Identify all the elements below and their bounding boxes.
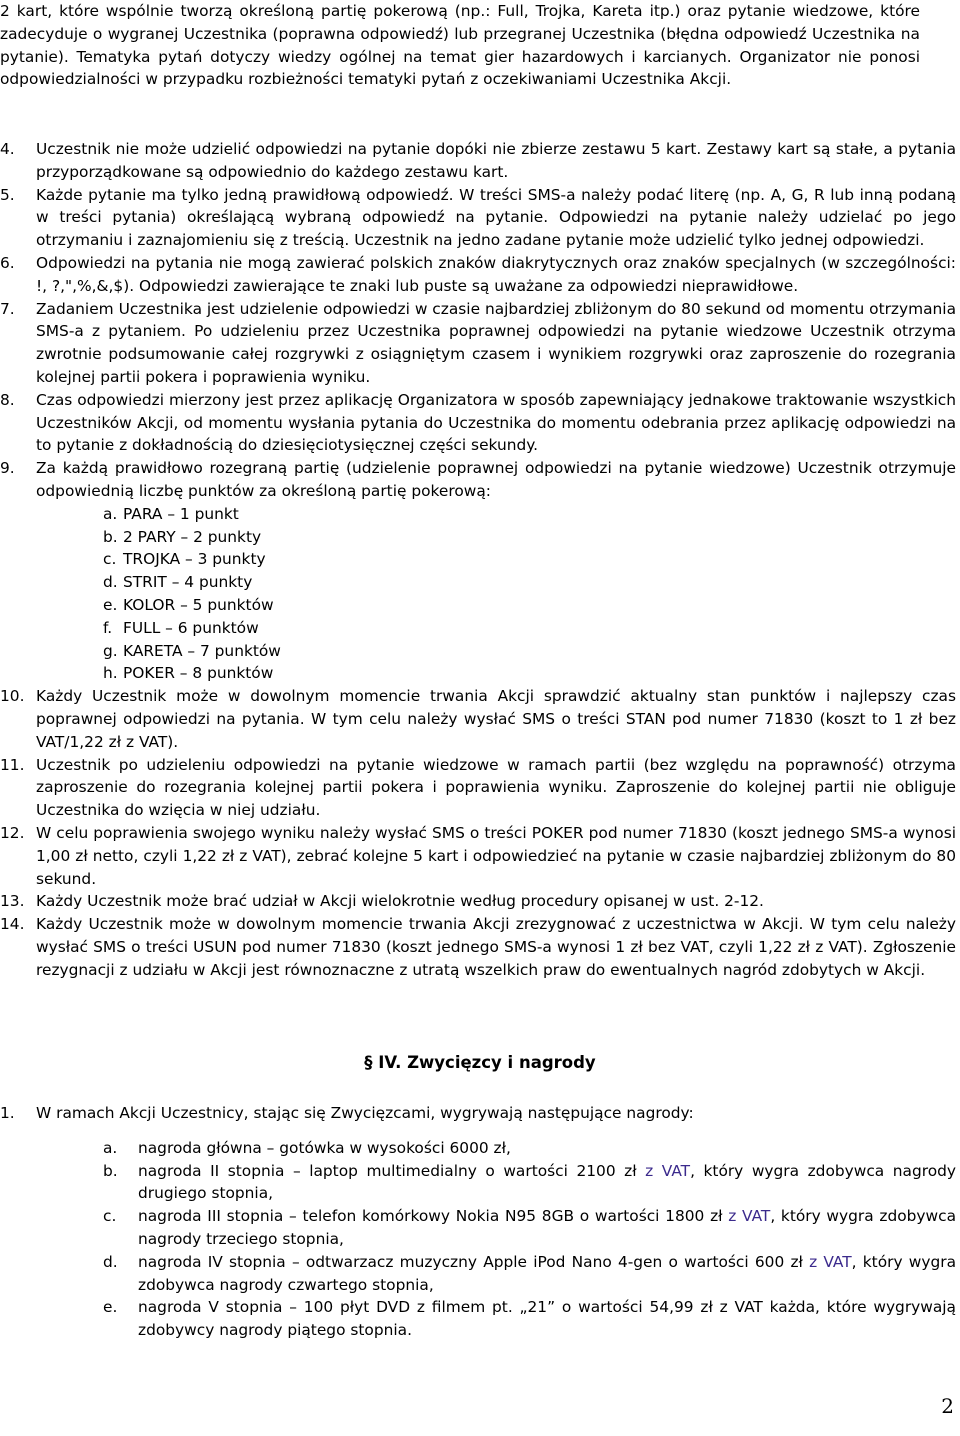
item-letter: g. xyxy=(103,641,118,660)
item-letter: e. xyxy=(103,595,118,614)
item-text: W ramach Akcji Uczestnicy, stając się Zwycięzcami, wygrywają następujące nagrody: xyxy=(36,1104,694,1122)
item-text: FULL – 6 punktów xyxy=(123,618,259,637)
item-letter: b. xyxy=(103,527,118,546)
item-text-before: nagroda IV stopnia – odtwarzacz muzyczny Apple iPod Nano 4-gen o wartości 600 zł xyxy=(138,1252,810,1271)
item-text: Każdy Uczestnik może w dowolnym momencie trwania Akcji zrezygnować z uczestnictwa w Akcji. W tym celu należy wysłać SMS o treści USUN pod numer 71830 (koszt jednego SMS-a wynosi 1 zł bez VAT, czyli 1,22 zł z VAT). Zgłoszenie rezygnacji z udziału w Akcji jest równoznaczne z utratą wszelkich praw do ewentualnych nagród zdobytych w Akcji. xyxy=(36,915,956,979)
item-number: 8. xyxy=(0,390,15,409)
item-text: STRIT – 4 punkty xyxy=(123,573,253,592)
item-number: 6. xyxy=(0,253,15,272)
item-letter: c. xyxy=(103,1207,117,1226)
list-item xyxy=(0,184,956,252)
list-item xyxy=(0,1102,956,1125)
intro-paragraph: 2 kart, które wspólnie tworzą określoną partię pokerową (np.: Full, Trojka, Kareta itp.) oraz pytanie wiedzowe, które zadecyduje o wygranej Uczestnika (poprawna odpowiedź) lub przegranej Uczestnika (błędna odpowiedź Uczestnika na pytanie). Tematyka pytań dotyczy wiedzy ogólnej na temat gier hazardowych i karcianych. Organizator nie ponosi odpowiedzialności w przypadku rozbieżności tematyki pytań z oczekiwaniami Uczestnika Akcji. xyxy=(0,2,920,89)
item-text-after: , który wygra zdobywca nagrody czwartego stopnia, xyxy=(138,1252,956,1294)
item-text: Każdy Uczestnik może brać udział w Akcji wielokrotnie według procedury opisanej w ust. 2-12. xyxy=(36,892,764,911)
item-text: Odpowiedzi na pytania nie mogą zawierać polskich znaków diakrytycznych oraz znaków specjalnych (w szczególności: !, ?,",%,&,$). Odpowiedzi zawierające te znaki lub puste są uważane za odpowiedzi nieprawidłowe. xyxy=(36,253,956,295)
item-letter: a. xyxy=(103,504,118,523)
item-letter: f. xyxy=(103,618,113,637)
points-item xyxy=(103,640,956,663)
list-item xyxy=(0,890,956,913)
item-text-after: , który wygra zdobywca nagrody drugiego stopnia, xyxy=(138,1161,957,1203)
points-item xyxy=(103,503,956,526)
item-text: Każde pytanie ma tylko jedną prawidłową odpowiedź. W treści SMS-a należy podać literę (np. A, G, R lub inną podaną w treści pytania) określającą wybraną odpowiedź na pytanie. Odpowiedzi na pytanie należy udzielać po jego otrzymaniu i zaznajomieniu się z treścią. Uczestnik na jedno zadane pytanie może udzielić tylko jednej odpowiedzi. xyxy=(36,185,956,250)
item-text: Uczestnik nie może udzielić odpowiedzi na pytanie dopóki nie zbierze zestawu 5 kart. Zestawy kart są stałe, a pytania przyporządkowane są odpowiednio do każdego zestawu kart. xyxy=(36,140,956,181)
list-item xyxy=(0,252,956,298)
item-letter: e. xyxy=(103,1298,118,1317)
item-text: TROJKA – 3 punkty xyxy=(123,550,266,569)
item-number: 14. xyxy=(0,915,25,934)
vat-text: z VAT xyxy=(728,1207,771,1226)
item-text: POKER – 8 punktów xyxy=(123,664,274,683)
points-item xyxy=(103,594,956,617)
item-text-before: nagroda II stopnia – laptop multimedialny o wartości 2100 zł xyxy=(138,1161,646,1180)
item-number: 9. xyxy=(0,459,15,478)
item-number: 13. xyxy=(0,892,25,911)
list-item xyxy=(0,754,956,822)
list-item xyxy=(0,138,956,184)
item-letter: a. xyxy=(103,1138,118,1157)
item-number: 5. xyxy=(0,185,15,204)
item-text: 2 PARY – 2 punkty xyxy=(123,527,262,546)
item-text: Uczestnik po udzieleniu odpowiedzi na pytanie wiedzowe w ramach partii (bez względu na poprawność) otrzyma zaproszenie do rozegrania kolejnej partii pokera i poprawienia wyniku. Zaproszenie do kolejnej partii nie obliguje Uczestnika do wzięcia w niej udziału. xyxy=(36,755,956,820)
vat-text: z VAT xyxy=(809,1252,852,1271)
item-text: Zadaniem Uczestnika jest udzielenie odpowiedzi w czasie najbardziej zbliżonym do 80 sekund od momentu otrzymania SMS-a z pytaniem. Po udzieleniu przez Uczestnika poprawnej odpowiedzi na pytanie wiedzowe Uczestnik otrzyma zwrotnie podsumowanie całej rozgrywki z osiągniętym czasem i wynikiem rozgrywki oraz zaproszenie do rozegrania kolejnej partii pokera i poprawienia wyniku. xyxy=(36,299,956,386)
list-item xyxy=(0,913,956,981)
list-item xyxy=(0,457,956,503)
prize-item xyxy=(103,1137,956,1160)
item-text: nagroda V stopnia – 100 płyt DVD z filmem pt. „21” o wartości 54,99 zł z VAT każda, które wygrywają zdobywcy nagrody piątego stopnia. xyxy=(138,1298,956,1340)
item-text: PARA – 1 punkt xyxy=(123,504,239,523)
points-item xyxy=(103,548,956,571)
list-item xyxy=(0,298,956,389)
item-text: W celu poprawienia swojego wyniku należy wysłać SMS o treści POKER pod numer 71830 (koszt jednego SMS-a wynosi 1,00 zł netto, czyli 1,22 zł z VAT), zebrać kolejne 5 kart i odpowiedzieć na pytanie w czasie najbardziej zbliżonym do 80 sekund. xyxy=(36,823,956,888)
points-list xyxy=(36,503,956,685)
prize-item xyxy=(103,1205,957,1251)
item-letter: c. xyxy=(103,550,117,569)
points-item xyxy=(103,662,956,685)
item-text: Czas odpowiedzi mierzony jest przez aplikację Organizatora w sposób zapewniający jednakowe traktowanie wszystkich Uczestników Akcji, od momentu wysłania pytania do Uczestnika do momentu odebrania przez aplikację odpowiedzi na to pytanie z dokładnością do dziesięciotysięcznej części sekundy. xyxy=(36,390,956,455)
item-text: nagroda główna – gotówka w wysokości 6000 zł, xyxy=(138,1138,511,1157)
item-letter: b. xyxy=(103,1161,118,1180)
item-number: 10. xyxy=(0,687,25,706)
prize-item xyxy=(103,1160,957,1206)
points-item xyxy=(103,617,956,640)
item-letter: d. xyxy=(103,573,118,592)
item-text: Za każdą prawidłowo rozegraną partię (udzielenie poprawnej odpowiedzi na pytanie wiedzowe) Uczestnik otrzymuje odpowiednią liczbę punktów za określoną partię pokerową: xyxy=(36,459,956,500)
item-text: KOLOR – 5 punktów xyxy=(123,595,274,614)
points-item xyxy=(103,526,956,549)
prize-item xyxy=(103,1251,956,1297)
page-number: 2 xyxy=(941,1394,954,1418)
item-text: Każdy Uczestnik może w dowolnym momencie trwania Akcji sprawdzić aktualny stan punktów i najlepszy czas poprawnej odpowiedzi na pytania. W tym celu należy wysłać SMS o treści STAN pod numer 71830 (koszt to 1 zł bez VAT/1,22 zł z VAT). xyxy=(36,687,956,751)
item-number: 11. xyxy=(0,755,25,774)
section-heading: § IV. Zwycięzcy i nagrody xyxy=(364,1053,596,1072)
item-letter: d. xyxy=(103,1252,118,1271)
item-text-after: , który wygra zdobywca nagrody trzeciego stopnia, xyxy=(138,1207,957,1248)
item-number: 12. xyxy=(0,823,25,842)
list-item xyxy=(0,389,956,457)
list-item xyxy=(0,685,956,753)
list-item xyxy=(0,822,956,890)
item-text-before: nagroda III stopnia – telefon komórkowy Nokia N95 8GB o wartości 1800 zł xyxy=(138,1207,729,1226)
points-item xyxy=(103,571,956,594)
item-number: 4. xyxy=(0,140,15,158)
item-text: KARETA – 7 punktów xyxy=(123,641,281,660)
rules-list-a xyxy=(0,138,956,981)
vat-text: z VAT xyxy=(645,1161,691,1180)
item-number: 1. xyxy=(0,1104,15,1122)
prizes-section xyxy=(0,1102,957,1342)
item-letter: h. xyxy=(103,664,118,683)
prize-item xyxy=(103,1296,956,1342)
item-number: 7. xyxy=(0,299,15,318)
